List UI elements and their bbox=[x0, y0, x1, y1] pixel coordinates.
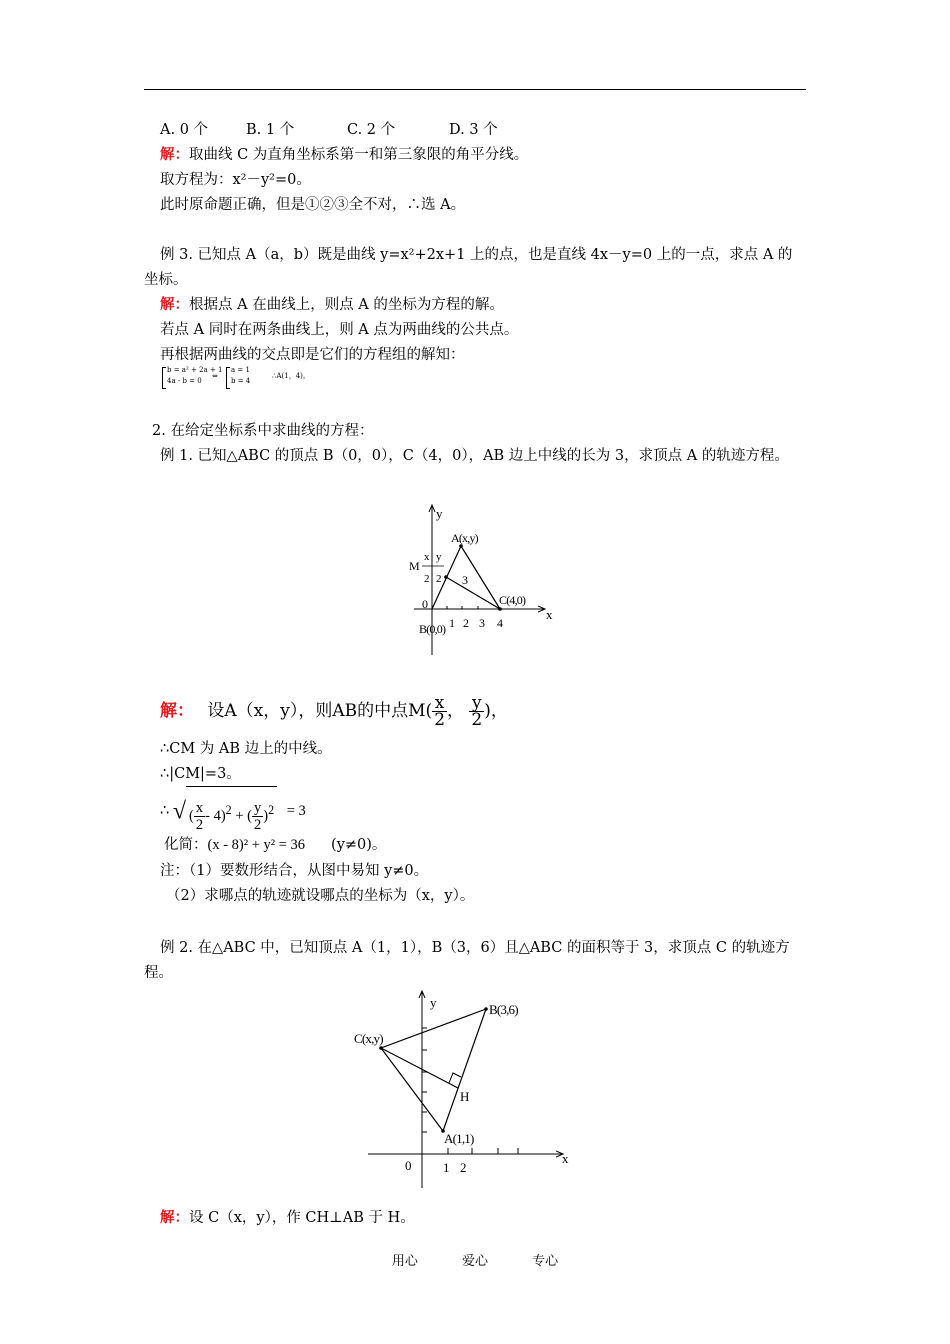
system-answer: ∴A(1，4)。 bbox=[272, 372, 310, 380]
numerator-x: x bbox=[195, 800, 204, 816]
side-ca bbox=[381, 1048, 443, 1131]
solution-2-intro-text: 设A（x，y），则AB的中点M( bbox=[207, 701, 433, 721]
sqrt-body bbox=[186, 786, 277, 837]
altitude-ch bbox=[381, 1048, 458, 1088]
square-exponent: 2 bbox=[268, 803, 275, 817]
solution-1-line-2: 取方程为：x²－y²=0。 bbox=[160, 172, 311, 188]
fraction-y-over-2 bbox=[252, 800, 263, 833]
label-c: C(x,y) bbox=[354, 1031, 383, 1046]
solution-2-line-2: ∴|CM|=3。 bbox=[160, 766, 241, 782]
label-a: A(x,y) bbox=[451, 531, 478, 545]
example-3-solution-3: 再根据两曲线的交点即是它们的方程组的解知： bbox=[160, 347, 465, 363]
distance-equation bbox=[160, 786, 306, 837]
label-m-2b: 2 bbox=[436, 573, 442, 585]
denominator-2: 2 bbox=[195, 817, 204, 833]
brace-left-2 bbox=[226, 367, 230, 389]
denominator-2: 2 bbox=[471, 710, 483, 730]
tick-label-3: 3 bbox=[479, 616, 485, 630]
numerator-y: y bbox=[253, 800, 262, 816]
figure-2-triangle bbox=[350, 988, 580, 1193]
side-cb bbox=[381, 1009, 486, 1048]
tick-label-2: 2 bbox=[460, 1160, 467, 1175]
simplify-line bbox=[164, 836, 386, 854]
comma: ， bbox=[447, 701, 465, 721]
point-c bbox=[498, 607, 502, 611]
fraction-y-over-2 bbox=[469, 695, 484, 728]
simplify-label: 化简： bbox=[164, 837, 208, 853]
solution-2-line-1: ∴CM 为 AB 边上的中线。 bbox=[160, 741, 332, 757]
y-axis-label: y bbox=[430, 995, 437, 1010]
point-c bbox=[379, 1046, 383, 1050]
brace-left-1 bbox=[162, 367, 166, 389]
header-rule bbox=[144, 89, 806, 90]
solution-1-text: 取曲线 C 为直角坐标系第一和第三象限的角平分线。 bbox=[189, 147, 529, 163]
label-a: A(1,1) bbox=[444, 1131, 474, 1146]
footer-text-3: 专心 bbox=[532, 1254, 559, 1269]
tick-label-1: 1 bbox=[449, 616, 455, 630]
solution-1-line-3: 此时原命题正确，但是①②③全不对，∴选 A。 bbox=[160, 197, 466, 213]
plus-open: + ( bbox=[235, 807, 252, 824]
example-3-solution-1 bbox=[160, 296, 504, 314]
equals-three: = 3 bbox=[286, 802, 306, 819]
close-paren: )， bbox=[484, 701, 508, 721]
option-c: C. 2 个 bbox=[347, 122, 396, 138]
x-axis-label: x bbox=[562, 1151, 569, 1166]
figure-1-triangle bbox=[400, 498, 570, 658]
option-b: B. 1 个 bbox=[246, 122, 295, 138]
footer-text-1: 用心 bbox=[391, 1254, 418, 1269]
example-2-line-2: 程。 bbox=[144, 965, 173, 981]
side-ab bbox=[443, 1009, 486, 1131]
minus-four: - 4) bbox=[205, 807, 226, 824]
condition: (y≠0)。 bbox=[331, 837, 387, 853]
close-paren: ) bbox=[263, 807, 269, 824]
median-length-label: 3 bbox=[462, 573, 468, 587]
label-b: B(3,6) bbox=[489, 1002, 518, 1017]
right-angle-mark bbox=[449, 1073, 461, 1083]
fraction-x-over-2 bbox=[432, 695, 447, 728]
iff-symbol: ⇔ bbox=[212, 372, 218, 380]
simplified-equation: (x - 8)² + y² = 36 bbox=[207, 837, 306, 853]
median-cm bbox=[446, 577, 500, 609]
example-3-solution-text: 根据点 A 在曲线上，则点 A 的坐标为方程的解。 bbox=[189, 297, 504, 313]
solution-label: 解： bbox=[160, 1209, 189, 1226]
fraction-x-over-2 bbox=[194, 800, 205, 833]
origin-label: 0 bbox=[422, 597, 428, 611]
numerator-x: x bbox=[432, 695, 447, 712]
footer-text-2: 爱心 bbox=[461, 1254, 488, 1269]
option-a: A. 0 个 bbox=[160, 122, 209, 138]
x-axis-label: x bbox=[546, 607, 553, 622]
equation-system bbox=[162, 366, 322, 388]
label-b: B(0,0) bbox=[419, 622, 446, 636]
label-h: H bbox=[460, 1089, 470, 1104]
label-m: M bbox=[409, 559, 420, 573]
example-2-line-1: 例 2. 在△ABC 中，已知顶点 A（1，1），B（3，6）且△ABC 的面积等于 3，求顶点 C 的轨迹方 bbox=[160, 940, 790, 956]
example-3-solution-2: 若点 A 同时在两条曲线上，则 A 点为两曲线的公共点。 bbox=[160, 322, 519, 338]
system-2-eq-2: b = 4 bbox=[231, 377, 251, 385]
solution-1-line-1 bbox=[160, 146, 528, 164]
system-1-eq-1: b = a² + 2a + 1 bbox=[167, 366, 223, 374]
origin-label: 0 bbox=[405, 1158, 412, 1173]
y-axis-label: y bbox=[436, 506, 443, 521]
tick-label-1: 1 bbox=[443, 1160, 450, 1175]
sqrt-sign: √ bbox=[172, 798, 187, 825]
example-3-line-2: 坐标。 bbox=[144, 272, 188, 288]
label-c: C(4,0) bbox=[499, 593, 526, 607]
solution-label: 解： bbox=[160, 701, 194, 721]
square-exponent: 2 bbox=[225, 803, 232, 817]
denominator-2: 2 bbox=[253, 817, 262, 833]
example-3-line-1: 例 3. 已知点 A（a，b）既是曲线 y=x²+2x+1 上的点，也是直线 4x－y=0 上的一点，求点 A 的 bbox=[160, 247, 793, 263]
section-2-title: 2. 在给定坐标系中求曲线的方程： bbox=[152, 423, 374, 439]
solution-label: 解： bbox=[160, 146, 189, 163]
system-2-eq-1: a = 1 bbox=[231, 366, 250, 374]
label-m-y: y bbox=[436, 551, 442, 563]
denominator-2: 2 bbox=[434, 710, 446, 730]
label-m-x: x bbox=[424, 551, 430, 563]
solution-2-intro bbox=[160, 694, 508, 728]
point-b bbox=[484, 1007, 488, 1011]
system-1-eq-2: 4a - b = 0 bbox=[167, 377, 202, 385]
section-2-example-1: 例 1. 已知△ABC 的顶点 B（0，0），C（4，0），AB 边上中线的长为 3，求顶点 A 的轨迹方程。 bbox=[160, 448, 789, 464]
option-d: D. 3 个 bbox=[449, 122, 498, 138]
solution-3-line bbox=[160, 1209, 415, 1227]
tick-label-4: 4 bbox=[497, 616, 503, 630]
open-paren: ( bbox=[189, 807, 194, 824]
numerator-y: y bbox=[469, 695, 484, 712]
solution-3-text: 设 C（x，y），作 CH⊥AB 于 H。 bbox=[189, 1210, 415, 1226]
note-1: 注：（1）要数形结合，从图中易知 y≠0。 bbox=[160, 863, 429, 879]
therefore-symbol: ∴ bbox=[160, 802, 170, 819]
solution-label: 解： bbox=[160, 296, 189, 313]
tick-label-2: 2 bbox=[463, 616, 469, 630]
note-2: （2）求哪点的轨迹就设哪点的坐标为（x，y）。 bbox=[166, 888, 475, 904]
label-m-2a: 2 bbox=[424, 573, 430, 585]
point-m bbox=[444, 575, 448, 579]
page-footer bbox=[0, 1250, 950, 1269]
